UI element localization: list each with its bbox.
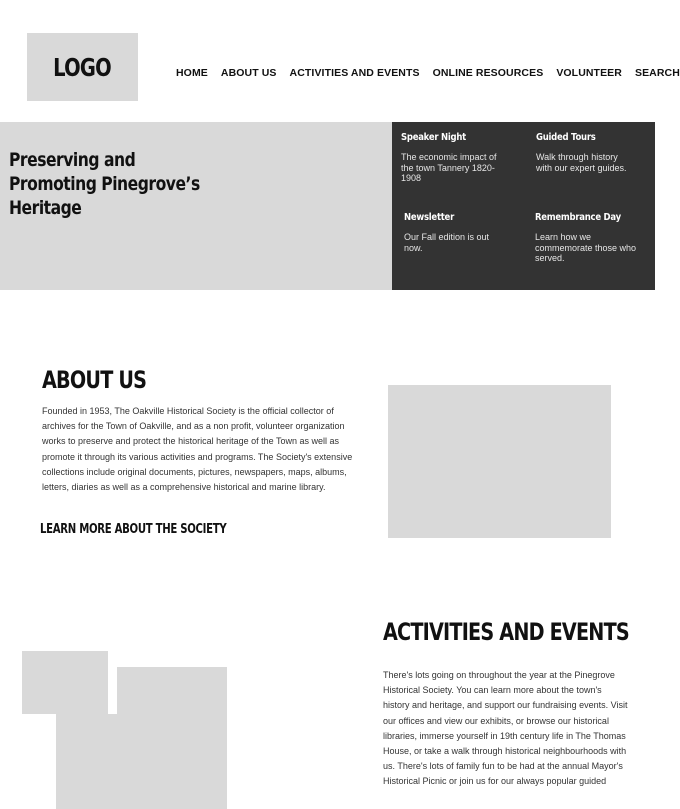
hero-title: Preserving and Promoting Pinegrove’s Heritage bbox=[9, 149, 200, 219]
feature-card-text: The economic impact of the town Tannery 1820-1908 bbox=[401, 152, 497, 183]
feature-card-title: Newsletter bbox=[404, 212, 455, 223]
nav-about-us[interactable]: ABOUT US bbox=[220, 67, 277, 79]
nav-volunteer[interactable]: VOLUNTEER bbox=[556, 67, 622, 79]
activities-heading: ACTIVITIES AND EVENTS bbox=[383, 618, 629, 646]
about-image-placeholder bbox=[388, 385, 611, 538]
feature-card-text: Walk through history with our expert guides. bbox=[536, 152, 627, 173]
about-body: Founded in 1953, The Oakville Historical Society is the official collector of archives for the Town of Oakville, and as a non profit, volunteer organization works to preserve and protect the historical heritage of the Town as well as promote it through its various activities and programs. The Society's extensive collections include original documents, pictures, newspapers, maps, albums, letters, diaries as well as a comprehensive historical and marine library. bbox=[42, 406, 353, 493]
feature-card-remembrance-day[interactable] bbox=[535, 212, 651, 264]
nav-search[interactable]: SEARCH bbox=[634, 67, 680, 79]
logo-text: LOGO bbox=[53, 52, 112, 82]
learn-more-link[interactable]: LEARN MORE ABOUT THE SOCIETY bbox=[40, 522, 227, 537]
nav-activities-and-events[interactable]: ACTIVITIES AND EVENTS bbox=[289, 67, 420, 79]
logo[interactable] bbox=[27, 33, 138, 101]
feature-card-speaker-night[interactable] bbox=[401, 132, 501, 184]
main-nav bbox=[176, 67, 680, 79]
nav-online-resources[interactable]: ONLINE RESOURCES bbox=[432, 67, 544, 79]
hero-banner bbox=[0, 122, 392, 290]
hero-feature-panel bbox=[392, 122, 655, 290]
feature-card-title: Remembrance Day bbox=[535, 212, 621, 223]
activity-image-placeholder bbox=[22, 651, 108, 714]
feature-card-text: Learn how we commemorate those who served. bbox=[535, 232, 637, 263]
feature-card-text: Our Fall edition is out now. bbox=[404, 232, 490, 253]
feature-card-newsletter[interactable] bbox=[404, 212, 504, 253]
feature-card-guided-tours[interactable] bbox=[536, 132, 636, 173]
activity-image-placeholder bbox=[117, 667, 227, 809]
nav-home[interactable]: HOME bbox=[176, 67, 208, 79]
about-heading: ABOUT US bbox=[42, 366, 147, 394]
activities-body: There's lots going on throughout the year at the Pinegrove Historical Society. You can learn more about the town's history and heritage, and support our fundraising events. Visit our offices and view our exhibits, or browse our historical libraries, immerse yourself in 19th century life in The Thomas House, or take a walk through historical neighbourhoods with us. There's lots of family fun to be had at the annual Mayor's Historical Picnic or join us for our always popular guided bbox=[383, 670, 628, 787]
feature-card-title: Guided Tours bbox=[536, 132, 596, 143]
feature-card-title: Speaker Night bbox=[401, 132, 466, 143]
